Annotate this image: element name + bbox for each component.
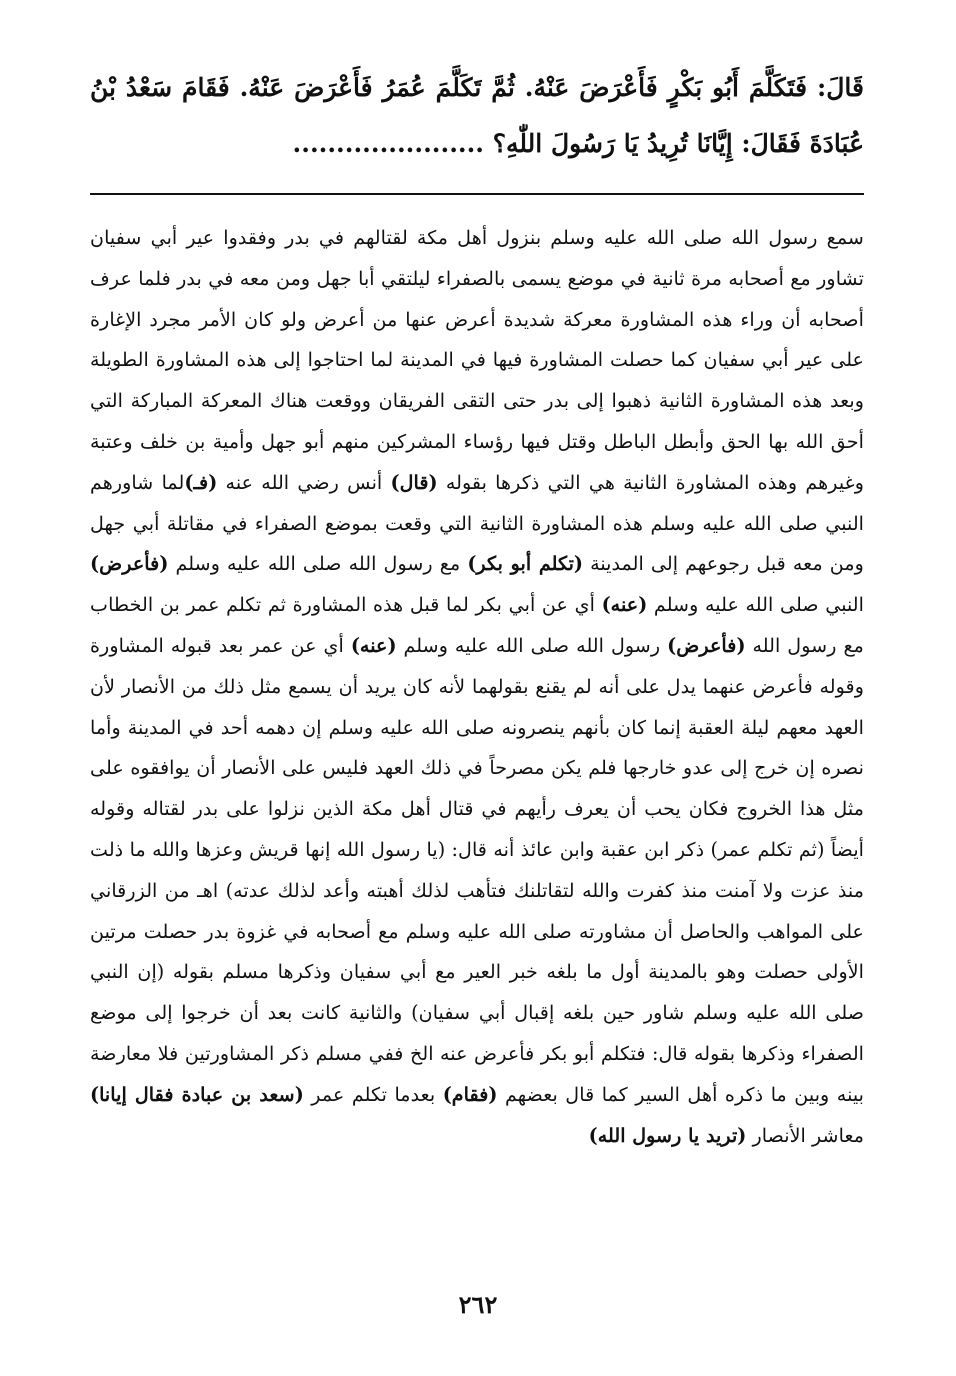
quoted-term: (سعد بن عبادة فقال إيانا) <box>90 1082 304 1106</box>
commentary-segment: النبي صلى الله عليه وسلم <box>653 593 864 617</box>
quoted-term: (قال) <box>390 470 438 494</box>
quoted-term: (فأعرض) <box>90 552 169 576</box>
hadith-content: قَالَ: فَتَكَلَّمَ أَبُو بَكْرٍ فَأَعْرَضَ عَنْهُ. ثُمَّ تَكَلَّمَ عُمَرُ فَأَعْرَضَ عَنْهُ. فَقَامَ سَعْدُ بْنُ عُبَادَةَ فَقَالَ: إِيَّانَا تُرِيدُ يَا رَسُولَ اللّٰهِ؟ <box>90 73 864 158</box>
commentary-segment: أي عن أبي بكر لما قبل هذه المشاورة ثم تكلم عمر بن الخطاب مع رسول الله <box>90 593 864 657</box>
commentary-segment: رسول الله صلى الله عليه وسلم <box>403 633 661 657</box>
commentary-paragraph <box>90 218 864 1156</box>
quoted-term: (فـ) <box>184 470 218 494</box>
commentary-segment: سمع رسول الله صلى الله عليه وسلم بنزول أهل مكة لقتالهم في بدر وفقدوا عير أبي سفيان تشاور مع أصحابه مرة ثانية في موضع يسمى بالصفراء ليلتقي أبا جهل ومن معه في بدر فلما عرف أصحابه أن وراء هذه المشاورة معركة شديدة أعرض عنها من أعرض ولو كان الأمر مجرد الإغارة على عير أبي سفيان كما حصلت المشاورة فيها في المدينة لما احتاجوا إلى هذه المشاورة الطويلة وبعد هذه المشاورة الثانية ذهبوا إلى بدر حتى التقى الفريقان ووقعت هناك المعركة المباركة التي أحق الله بها الحق وأبطل الباطل وقتل فيها رؤساء المشركين منهم أبو جهل وأمية بن خلف وعتبة وغيرهم وهذه المشاورة الثانية هي التي ذكرها بقوله <box>90 226 864 494</box>
quoted-term: (فقام) <box>442 1082 498 1106</box>
quoted-term: (فأعرض) <box>667 633 746 657</box>
footnote-separator <box>90 193 864 195</box>
continuation-dots: ...................... <box>292 129 485 158</box>
quoted-term: (تريد يا رسول الله) <box>588 1123 747 1147</box>
quoted-term: (عنه) <box>350 633 397 657</box>
hadith-paragraph <box>90 60 864 172</box>
commentary-segment: بعدما تكلم عمر <box>311 1082 436 1106</box>
quoted-term: (عنه) <box>601 593 648 617</box>
commentary-segment: أنس رضي الله عنه <box>225 470 383 494</box>
commentary-segment: أي عن عمر بعد قبوله المشاورة وقوله فأعرض عنهما يدل على أنه لم يقنع بقولهما لأنه كان يريد أن يسمع مثل ذلك من الأنصار لأن العهد معهم ليلة العقبة إنما كان بأنهم ينصرونه صلى الله عليه وسلم إن دهمه أحد في المدينة وأما نصره إن خرج إلى عدو خارجها فلم يكن مصرحاً في ذلك العهد فليس على الأنصار أن يوافقوه على مثل هذا الخروج فكان يحب أن يعرف رأيهم في قتال أهل مكة الذين نزلوا على بدر لقتاله وقوله أيضاً (ثم تكلم عمر) ذكر ابن عقبة وابن عائذ أنه قال: (يا رسول الله إنها قريش وعزها والله ما ذلت منذ عزت ولا آمنت منذ كفرت والله لتقاتلنك فتأهب لذلك أهبته وأعد لذلك عدته) اهـ من الزرقاني على المواهب والحاصل أن مشاورته صلى الله عليه وسلم مع أصحابه في غزوة بدر حصلت مرتين الأولى حصلت وهو بالمدينة أول ما بلغه خبر العير مع أبي سفيان وذكرها مسلم بقوله (إن النبي صلى الله عليه وسلم شاور حين بلغه إقبال أبي سفيان) والثانية كانت بعد أن خرجوا إلى موضع الصفراء وذكرها بقوله قال: فتكلم أبو بكر فأعرض عنه الخ ففي مسلم ذكر المشاورتين فلا معارضة بينه وبين ما ذكره أهل السير كما قال بعضهم <box>90 633 864 1106</box>
page-number: ٢٦٢ <box>458 1290 498 1319</box>
commentary-text <box>90 218 864 1156</box>
commentary-segment: لما شاورهم النبي صلى الله عليه وسلم هذه المشاورة الثانية التي وقعت بموضع الصفراء في مقاتلة أبي جهل ومن معه قبل رجوعهم إلى المدينة <box>90 470 864 576</box>
commentary-segment: مع رسول الله صلى الله عليه وسلم <box>175 552 461 576</box>
quoted-term: (تكلم أبو بكر) <box>467 552 583 576</box>
commentary-segment: معاشر الأنصار <box>752 1123 864 1147</box>
hadith-text <box>90 60 864 172</box>
